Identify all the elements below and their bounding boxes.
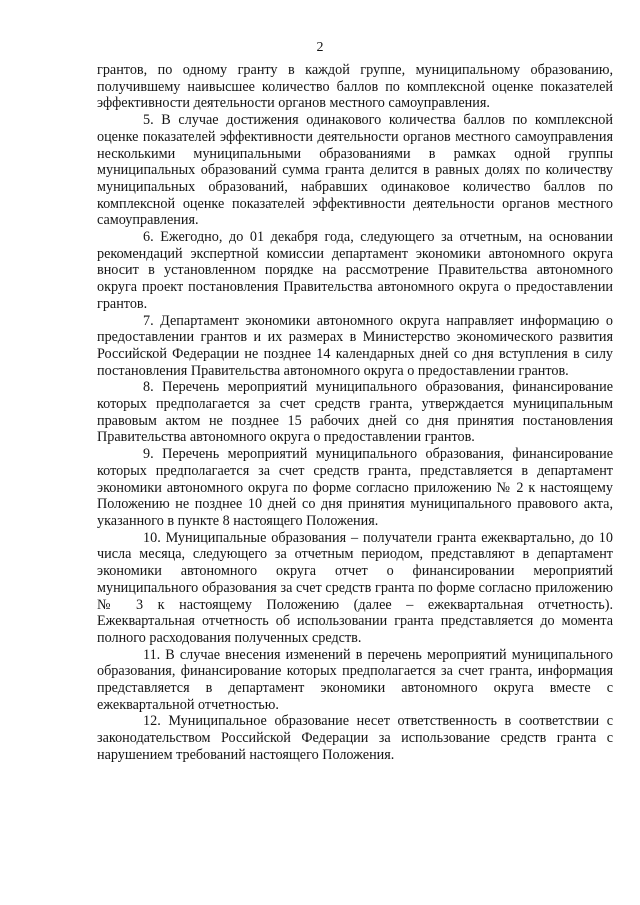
paragraph-5: 5. В случае достижения одинакового количества баллов по комплексной оценке показателей эффективности деятельности органов местного самоуправления несколькими муниципальными образованиями в рамках одной группы муниципальных образований сумма гранта делится в равных долях по количеству муниципальных образований, набравших одинаковое количество баллов по комплексной оценке показателей эффективности деятельности органов местного самоуправления. [97, 112, 613, 229]
paragraph-continuation: грантов, по одному гранту в каждой группе, муниципальному образованию, получившему наивысшее количество баллов по комплексной оценке показателей эффективности деятельности органов местного самоуправления. [97, 62, 613, 112]
paragraph-7: 7. Департамент экономики автономного округа направляет информацию о предоставлении грантов и их размерах в Министерство экономического развития Российской Федерации не позднее 14 календарных дней со дня вступления в силу постановления Правительства автономного округа о предоставлении грантов. [97, 312, 613, 379]
paragraph-10: 10. Муниципальные образования – получатели гранта ежеквартально, до 10 числа месяца, следующего за отчетным периодом, представляют в департамент экономики автономного округа отчет о финансировании мероприятий муниципального образования за счет средств гранта по форме согласно приложению № 3 к настоящему Положению (далее – ежеквартальная отчетность). Ежеквартальная отчетность об использовании гранта представляется до момента полного расходования полученных средств. [97, 529, 613, 646]
paragraph-8: 8. Перечень мероприятий муниципального образования, финансирование которых предполагается за счет средств гранта, утверждается муниципальным правовым актом не позднее 15 рабочих дней со дня принятия постановления Правительства автономного округа о предоставлении грантов. [97, 379, 613, 446]
paragraph-11: 11. В случае внесения изменений в перечень мероприятий муниципального образования, финансирование которых предполагается за счет гранта, информация представляется в департамент экономики автономного округа вместе с ежеквартальной отчетностью. [97, 646, 613, 713]
paragraph-9: 9. Перечень мероприятий муниципального образования, финансирование которых предполагается за счет средств гранта, представляется в департамент экономики автономного округа по форме согласно приложению № 2 к настоящему Положению не позднее 10 дней со дня принятия муниципального правового акта, указанного в пункте 8 настоящего Положения. [97, 446, 613, 529]
document-body [97, 62, 613, 764]
page-number: 2 [316, 40, 324, 55]
paragraph-6: 6. Ежегодно, до 01 декабря года, следующего за отчетным, на основании рекомендаций экспертной комиссии департамент экономики автономного округа вносит в установленном порядке на рассмотрение Правительства автономного округа проект постановления Правительства автономного округа о предоставлении грантов. [97, 229, 613, 312]
paragraph-12: 12. Муниципальное образование несет ответственность в соответствии с законодательством Российской Федерации за использование средств гранта с нарушением требований настоящего Положения. [97, 713, 613, 763]
